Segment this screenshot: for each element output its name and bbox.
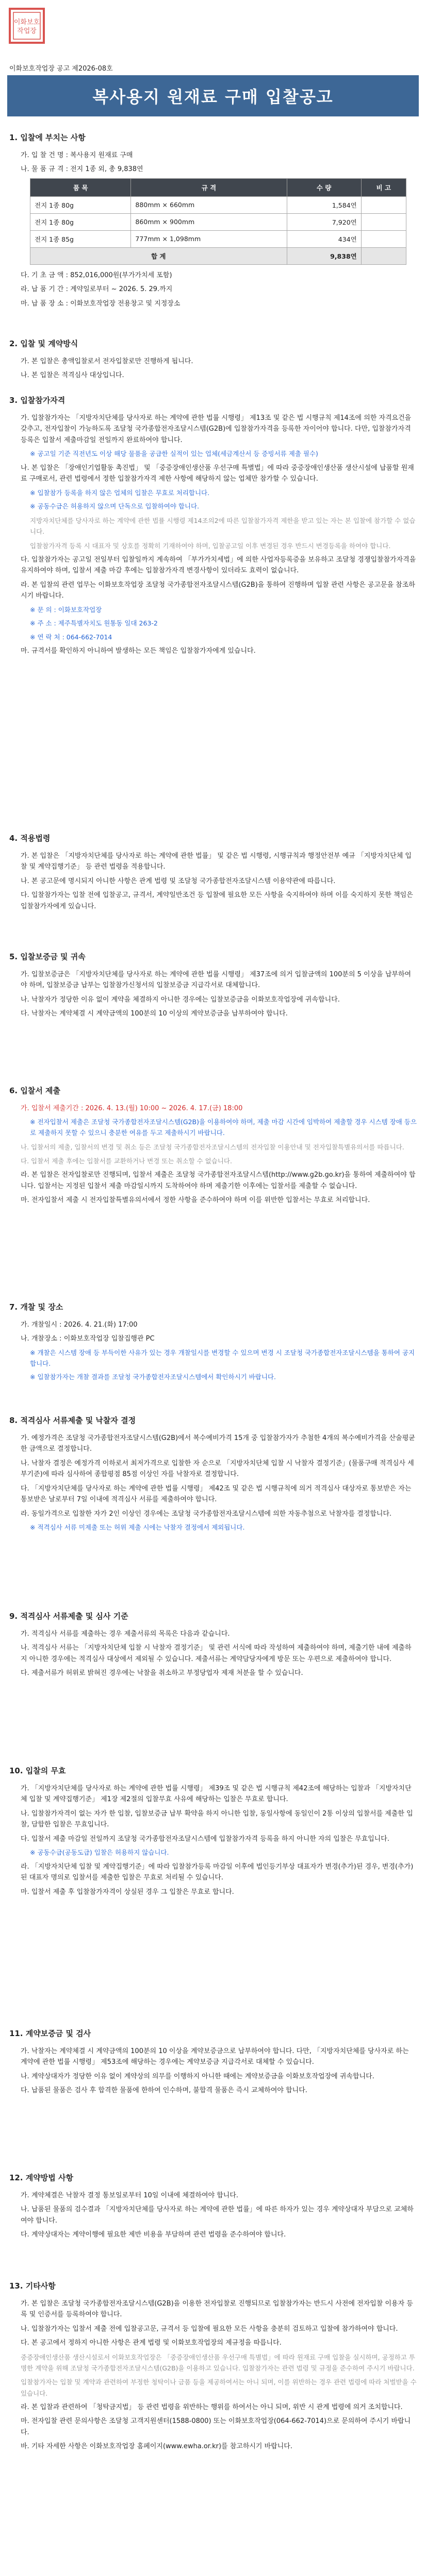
table-cell bbox=[361, 213, 406, 230]
section-heading: 2. 입찰 및 계약방식 bbox=[9, 339, 78, 348]
grey-note: 다. 입찰서 제출 후에는 입찰서를 교환하거나 변경 또는 취소할 수 없습니다. bbox=[21, 1157, 232, 1165]
section-heading: 13. 기타사항 bbox=[9, 2281, 56, 2291]
table-cell bbox=[361, 230, 406, 247]
text-line: 가. 입찰보증금은 「지방자치단체를 당사자로 하는 계약에 관한 법률 시행령」 제37조에 의거 입찰금액의 100분의 5 이상을 납부하여야 하며, 입찰보증금 납부는 입찰참가신청서의 입찰보증금 지급각서로 대체합니다. bbox=[21, 971, 412, 990]
section-heading: 1. 입찰에 부치는 사항 bbox=[9, 133, 86, 142]
text-line: 가. 적격심사 서류를 제출하는 경우 제출서류의 목록은 다음과 같습니다. bbox=[21, 1630, 230, 1638]
table-header: 수 량 bbox=[287, 178, 361, 196]
blue-note: ※ 입찰참가 등록을 하지 않은 업체의 입찰은 무효로 처리합니다. bbox=[30, 488, 210, 497]
section-9 bbox=[9, 1611, 417, 1682]
svg-text:이화보호: 이화보호 bbox=[13, 19, 40, 26]
text-line: 나. 입찰참가자격이 없는 자가 한 입찰, 입찰보증금 납부 확약을 하지 아니한 입찰, 동일사항에 동일인이 2통 이상의 입찰서를 제출한 입찰, 담합한 입찰은 무효입니다. bbox=[21, 1809, 413, 1829]
total-value: 9,838연 bbox=[287, 247, 361, 264]
table-cell: 434연 bbox=[287, 230, 361, 247]
text-line: 가. 본 입찰은 조달청 국가종합전자조달시스템(G2B)을 이용한 전자입찰로 진행되므로 입찰참가자는 반드시 사전에 전자입찰 이용자 등록 및 인증서를 등록하여야 합니다. bbox=[21, 2300, 413, 2319]
section-1 bbox=[9, 132, 417, 312]
text-line: 마. 규격서를 확인하지 아니하여 발생하는 모든 책임은 입찰참가자에게 있습니다. bbox=[21, 647, 256, 655]
text-line: 다. 낙찰자는 계약체결 시 계약금액의 100분의 10 이상의 계약보증금을 납부하여야 합니다. bbox=[21, 1010, 288, 1018]
text-line: 다. 「지방자치단체를 당사자로 하는 계약에 관한 법률 시행령」 제42조 및 같은 법 시행규칙에 의거 적격심사 대상자로 통보받은 자는 통보받은 날로부터 7일 이내에 적격심사 서류를 제출하여야 합니다. bbox=[21, 1484, 412, 1504]
blue-note: ※ 적격심사 서류 미제출 또는 허위 제출 시에는 낙찰자 결정에서 제외됩니다. bbox=[30, 1523, 245, 1532]
table-cell bbox=[361, 196, 406, 213]
text-line: 다. 계약상대자는 계약이행에 필요한 제반 비용을 부담하며 관련 법령을 준수하여야 합니다. bbox=[21, 2231, 286, 2239]
section-heading: 6. 입찰서 제출 bbox=[9, 1086, 61, 1095]
grey-note: 입찰참가자는 입찰 및 계약과 관련하여 부정한 청탁이나 금품 등을 제공하여서는 아니 되며, 이를 위반하는 경우 관련 법령에 따라 처벌받을 수 있습니다. bbox=[21, 2378, 417, 2397]
section-heading: 4. 적용법령 bbox=[9, 834, 51, 843]
table-row bbox=[30, 196, 406, 213]
text-line: 다. 납품된 물품은 검사 후 합격한 물품에 한하여 인수하며, 불합격 물품은 즉시 교체하여야 합니다. bbox=[21, 2087, 307, 2095]
text-line: 가. 「지방자치단체를 당사자로 하는 계약에 관한 법률 시행령」 제39조 및 같은 법 시행규칙 제42조에 해당하는 입찰과 「지방자치단체 입찰 및 계약집행기준」 제1장 제2절의 입찰무효 사유에 해당하는 입찰은 무효로 합니다. bbox=[21, 1785, 412, 1804]
table-row bbox=[30, 230, 406, 247]
text-line: 다. 기 초 금 액 : 852,016,000원(부가가치세 포함) bbox=[21, 271, 172, 279]
total-label: 합 계 bbox=[30, 247, 287, 264]
text-line: 나. 입찰참가자는 입찰서 제출 전에 입찰공고문, 규격서 등 입찰에 필요한 모든 사항을 충분히 검토하고 입찰에 참가하여야 합니다. bbox=[21, 2325, 398, 2333]
contact-note: ※ 문 의 : 이화보호작업장 bbox=[30, 605, 102, 614]
text-line: 다. 입찰참가자는 입찰 전에 입찰공고, 규격서, 계약일반조건 등 입찰에 필요한 모든 사항을 숙지하여야 하며 이를 숙지하지 못한 책임은 입찰참가자에게 있습니다. bbox=[21, 891, 413, 910]
text-line: 라. 본 입찰은 전자입찰로만 진행되며, 입찰서 제출은 조달청 국가종합전자조달시스템(http://www.g2b.go.kr)을 통하여 제출하여야 합니다. 입찰서는 지정된 입찰서 제출 마감일시까지 도착하여야 하며 제출기한 이후에는 입찰서를 제출할 수 없습니다. bbox=[21, 1171, 416, 1190]
seal-stamp-icon bbox=[8, 7, 45, 44]
text-line: 가. 입 찰 건 명 : 복사용지 원재료 구매 bbox=[21, 151, 133, 159]
address-note: ※ 주 소 : 제주특별자치도 원통동 일대 263-2 bbox=[30, 619, 158, 628]
section-heading: 8. 적격심사 서류제출 및 낙찰자 결정 bbox=[9, 1416, 136, 1425]
table-total-row bbox=[30, 247, 406, 264]
text-line: 나. 계약상대자가 정당한 이유 없이 계약상의 의무를 이행하지 아니한 때에는 계약보증금을 이화보호작업장에 귀속합니다. bbox=[21, 2072, 374, 2080]
svg-text:작업장: 작업장 bbox=[17, 27, 37, 35]
section-heading: 7. 개찰 및 장소 bbox=[9, 1302, 63, 1312]
section-7 bbox=[9, 1301, 417, 1386]
text-line: 나. 물 품 규 격 : 전지 1종 외, 총 9,838연 bbox=[21, 165, 143, 174]
section-heading: 5. 입찰보증금 및 귀속 bbox=[9, 952, 86, 961]
text-line: 가. 본 입찰은 총액입찰로서 전자입찰로만 진행하게 됩니다. bbox=[21, 358, 193, 365]
section-12 bbox=[9, 2172, 417, 2244]
text-line: 라. 본 입찰의 관련 업무는 이화보호작업장 조달청 국가종합전자조달시스템(G2B)을 통하여 진행하며 입찰 관련 사항은 공고문을 참조하시기 바랍니다. bbox=[21, 581, 415, 600]
section-heading: 9. 적격심사 서류제출 및 심사 기준 bbox=[9, 1612, 128, 1621]
blue-note: ※ 공동수급은 허용하지 않으며 단독으로 입찰하여야 합니다. bbox=[30, 502, 200, 511]
section-13 bbox=[9, 2280, 417, 2455]
page-title: 복사용지 원재료 구매 입찰공고 bbox=[7, 75, 419, 116]
section-heading: 3. 입찰참가자격 bbox=[9, 396, 65, 405]
blue-note: ※ 공고일 기준 직전년도 이상 해당 물품을 공급한 실적이 있는 업체(세금계산서 등 증빙서류 제출 필수) bbox=[30, 450, 318, 458]
text-line: 마. 전자입찰서 제출 시 전자입찰특별유의서에서 정한 사항을 준수하여야 하며 이를 위반한 입찰서는 무효로 처리합니다. bbox=[21, 1196, 370, 1205]
table-cell bbox=[361, 247, 406, 264]
text-line: 다. 제출서류가 허위로 밝혀진 경우에는 낙찰을 취소하고 부정당업자 제재 처분을 할 수 있습니다. bbox=[21, 1669, 303, 1677]
notice-number: 이화보호작업장 공고 제2026-08호 bbox=[9, 65, 113, 73]
text-line: 라. 납 품 기 간 : 계약일로부터 ~ 2026. 5. 29.까지 bbox=[21, 285, 173, 294]
text-line: 가. 계약체결은 낙찰자 결정 통보일로부터 10일 이내에 체결하여야 합니다. bbox=[21, 2192, 239, 2199]
grey-note: 지방자치단체를 당사자로 하는 계약에 관한 법률 시행령 제14조의2에 따른 입찰참가자격 제한을 받고 있는 자는 본 입찰에 참가할 수 없습니다. bbox=[30, 517, 416, 536]
table-cell: 1,584연 bbox=[287, 196, 361, 213]
section-11 bbox=[9, 2028, 417, 2099]
text-line: 다. 입찰참가자는 공고일 전일부터 입찰일까지 계속하여 「부가가치세법」에 의한 사업자등록증을 보유하고 조달청 경쟁입찰참가자격을 유지하여야 하며, 입찰서 제출 마감 후에는 입찰참가자격 변경사항이 있더라도 효력이 없습니다. bbox=[21, 555, 416, 575]
text-line: 나. 낙찰자가 정당한 이유 없이 계약을 체결하지 아니한 경우에는 입찰보증금을 이화보호작업장에 귀속합니다. bbox=[21, 995, 340, 1004]
table-cell: 860mm × 900mm bbox=[131, 213, 287, 230]
text-line: 라. 본 입찰과 관련하여 「청탁금지법」 등 관련 법령을 위반하는 행위를 하여서는 아니 되며, 위반 시 관계 법령에 의거 조치합니다. bbox=[21, 2403, 403, 2411]
text-line: 가. 입찰참가자는 「지방자치단체를 당사자로 하는 계약에 관한 법률 시행령」 제13조 및 같은 법 시행규칙 제14조에 의한 자격요건을 갖추고, 전자입찰이 가능하도록 조달청 국가종합전자조달시스템(G2B)에 입찰참가자격을 등록한 자이어야 합니다. 다만, 입찰참가자격 등록은 입찰서 제출마감일 전일까지 완료하여야 합니다. bbox=[21, 414, 412, 444]
table-header: 규 격 bbox=[131, 178, 287, 196]
table-cell: 777mm × 1,098mm bbox=[131, 230, 287, 247]
text-line: 마. 납 품 장 소 : 이화보호작업장 전용창고 및 지정장소 bbox=[21, 299, 181, 308]
table-cell: 전지 1종 85g bbox=[30, 230, 131, 247]
section-4 bbox=[9, 833, 417, 915]
phone-note: ※ 연 락 처 : 064-662-7014 bbox=[30, 633, 112, 641]
grey-note: 나. 입찰서의 제출, 입찰서의 변경 및 취소 등은 조달청 국가종합전자조달시스템의 전자입찰 이용안내 및 전자입찰특별유의서를 따릅니다. bbox=[21, 1143, 404, 1151]
section-5 bbox=[9, 951, 417, 1023]
text-line: 나. 본 입찰은 「장애인기업활동 촉진법」 및 「중증장애인생산품 우선구매 특별법」에 따라 중증장애인생산품 생산시설에 납품할 원재료 구매로서, 관련 법령에서 정한 입찰참가자격 제한 사항에 해당하지 않는 업체만 참가할 수 있습니다. bbox=[21, 464, 414, 483]
text-line: 다. 입찰서 제출 마감일 전일까지 조달청 국가종합전자조달시스템에 입찰참가자격 등록을 하지 아니한 자의 입찰은 무효입니다. bbox=[21, 1835, 390, 1843]
section-2 bbox=[9, 338, 417, 384]
table-row bbox=[30, 213, 406, 230]
text-line: 나. 적격심사 서류는 「지방자치단체 입찰 시 낙찰자 결정기준」 및 관련 서식에 따라 작성하여 제출하여야 하며, 제출기한 내에 제출하지 아니한 경우에는 적격심사 대상에서 제외될 수 있습니다. 제출서류는 계약담당자에게 방문 또는 우편으로 제출하여야 합니다. bbox=[21, 1644, 412, 1663]
text-line: 마. 전자입찰 관련 문의사항은 조달청 고객지원센터(1588-0800) 또는 이화보호작업장(064-662-7014)으로 문의하여 주시기 바랍니다. bbox=[21, 2417, 411, 2436]
section-8 bbox=[9, 1415, 417, 1536]
text-line: 마. 입찰서 제출 후 입찰참가자격이 상실된 경우 그 입찰은 무효로 합니다. bbox=[21, 1888, 234, 1896]
grey-note: 입찰참가자격 등록 시 대표자 및 상호를 정확히 기재하여야 하며, 입찰공고일 이후 변경된 경우 반드시 변경등록을 하여야 합니다. bbox=[30, 541, 391, 550]
table-header: 비 고 bbox=[361, 178, 406, 196]
blue-note: ※ 개찰은 시스템 장애 등 부득이한 사유가 있는 경우 개찰일시를 변경할 수 있으며 변경 시 조달청 국가종합전자조달시스템을 통하여 공지합니다. bbox=[30, 1348, 415, 1367]
text-line: 나. 낙찰자 결정은 예정가격 이하로서 최저가격으로 입찰한 자 순으로 「지방자치단체 입찰 시 낙찰자 결정기준」(물품구매 적격심사 세부기준)에 따라 심사하여 종합평점 85점 이상인 자를 낙찰자로 결정합니다. bbox=[21, 1459, 414, 1479]
blue-note: ※ 입찰참가자는 개찰 결과를 조달청 국가종합전자조달시스템에서 확인하시기 바랍니다. bbox=[30, 1373, 276, 1381]
items-table bbox=[30, 178, 406, 265]
text-line: 나. 본 입찰은 적격심사 대상입니다. bbox=[21, 371, 124, 380]
text-line: 다. 본 공고에서 정하지 아니한 사항은 관계 법령 및 이화보호작업장의 제규정을 따릅니다. bbox=[21, 2339, 282, 2347]
table-cell: 전지 1종 80g bbox=[30, 196, 131, 213]
text-line: 나. 개찰장소 : 이화보호작업장 입찰집행관 PC bbox=[21, 1335, 155, 1343]
section-heading: 12. 계약방법 사항 bbox=[9, 2173, 73, 2182]
submission-period: 가. 입찰서 제출기간 : 2026. 4. 13.(월) 10:00 ~ 2026. 4. 17.(금) 18:00 bbox=[21, 1105, 243, 1112]
text-line: 라. 동일가격으로 입찰한 자가 2인 이상인 경우에는 조달청 국가종합전자조달시스템에 의한 자동추첨으로 낙찰자를 결정합니다. bbox=[21, 1510, 392, 1518]
section-heading: 10. 입찰의 무효 bbox=[9, 1766, 66, 1775]
table-cell: 880mm × 660mm bbox=[131, 196, 287, 213]
text-line: 가. 개찰일시 : 2026. 4. 21.(화) 17:00 bbox=[21, 1321, 138, 1329]
table-header: 품 목 bbox=[30, 178, 131, 196]
table-cell: 7,920연 bbox=[287, 213, 361, 230]
section-3 bbox=[9, 395, 417, 660]
text-line: 가. 본 입찰은 「지방자치단체를 당사자로 하는 계약에 관한 법률」 및 같은 법 시행령, 시행규칙과 행정안전부 예규 「지방자치단체 입찰 및 계약집행기준」 등 관련 법령을 적용합니다. bbox=[21, 852, 412, 871]
text-line: 가. 낙찰자는 계약체결 시 계약금액의 100분의 10 이상을 계약보증금으로 납부하여야 합니다. 다만, 「지방자치단체를 당사자로 하는 계약에 관한 법률 시행령」 제53조에 해당하는 경우에는 계약보증금 지급각서로 대체할 수 있습니다. bbox=[21, 2047, 409, 2066]
section-6 bbox=[9, 1085, 417, 1209]
blue-note: ※ 전자입찰서 제출은 조달청 국가종합전자조달시스템(G2B)을 이용하여야 하며, 제출 마감 시간에 임박하여 제출할 경우 시스템 장애 등으로 제출하지 못할 수 있으니 충분한 여유를 두고 제출하시기 바랍니다. bbox=[30, 1118, 417, 1137]
section-10 bbox=[9, 1765, 417, 1901]
text-line: 바. 기타 자세한 사항은 이화보호작업장 홈페이지(www.ewha.or.kr)를 참고하시기 바랍니다. bbox=[21, 2443, 292, 2451]
text-line: 나. 납품된 물품의 검수결과 「지방자치단체를 당사자로 하는 계약에 관한 법률」에 따른 하자가 있는 경우 계약상대자 부담으로 교체하여야 합니다. bbox=[21, 2206, 414, 2225]
notice-body bbox=[0, 116, 426, 2576]
text-line: 가. 예정가격은 조달청 국가종합전자조달시스템(G2B)에서 복수예비가격 15개 중 입찰참가자가 추첨한 4개의 복수예비가격을 산술평균한 금액으로 결정합니다. bbox=[21, 1434, 415, 1453]
text-line: 나. 본 공고문에 명시되지 아니한 사항은 관계 법령 및 조달청 국가종합전자조달시스템 이용약관에 따릅니다. bbox=[21, 877, 336, 885]
table-cell: 전지 1종 80g bbox=[30, 213, 131, 230]
grey-note: 중증장애인생산품 생산시설로서 이화보호작업장은 「중증장애인생산품 우선구매 특별법」에 따라 원재료 구매 입찰을 실시하며, 공정하고 투명한 계약을 위해 조달청 국가종합전자조달시스템(G2B)을 이용하고 있습니다. 입찰참가자는 관련 법령 및 규정을 준수하여 주시기 바랍니다. bbox=[21, 2353, 415, 2372]
section-heading: 11. 계약보증금 및 검사 bbox=[9, 2029, 91, 2038]
text-line: 라. 「지방자치단체 입찰 및 계약집행기준」에 따라 입찰참가등록 마감일 이후에 법인등기부상 대표자가 변경(추가)된 경우, 변경(추가)된 대표자 명의로 입찰서를 제출한 입찰은 무효로 처리될 수 있습니다. bbox=[21, 1862, 414, 1882]
blue-note: ※ 공동수급(공동도급) 입찰은 허용하지 않습니다. bbox=[30, 1849, 169, 1857]
